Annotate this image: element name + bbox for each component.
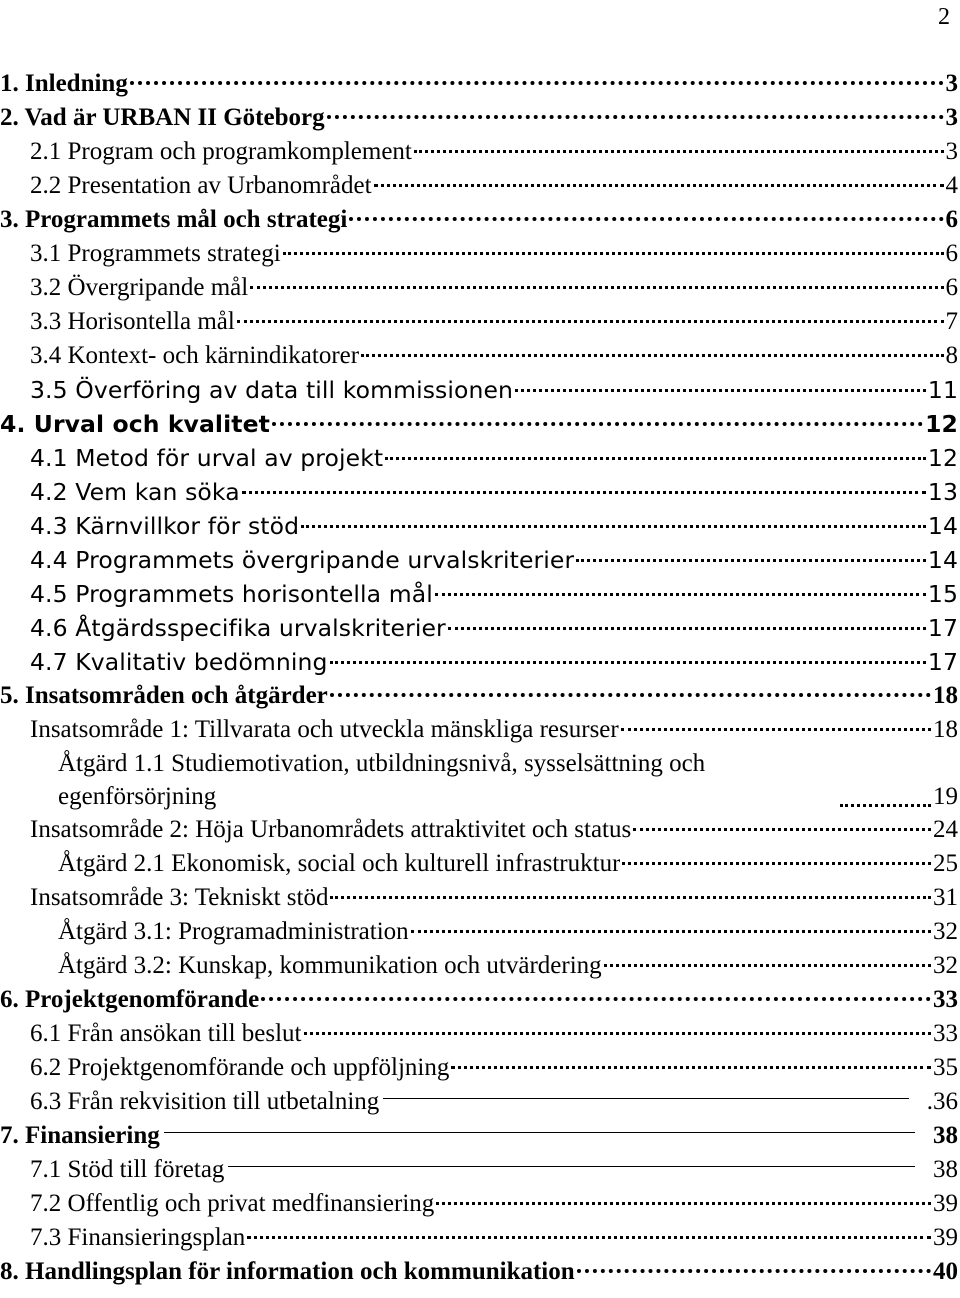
toc-entry[interactable] (0, 373, 960, 407)
toc-entry-title: Åtgärd 3.1: Programadministration (58, 918, 409, 945)
toc-entry-page: 19 (933, 783, 958, 810)
toc-entry[interactable] (0, 543, 960, 577)
toc-entry-title: 3. Programmets mål och strategi (0, 206, 348, 233)
dot-leader (330, 661, 926, 664)
toc-entry[interactable] (0, 135, 960, 169)
toc-entry-page: 12 (927, 444, 958, 472)
toc-entry-title: Insatsområde 1: Tillvarata och utveckla mänskliga resurser (30, 716, 619, 743)
toc-entry-page: 11 (927, 376, 958, 404)
toc-entry-title: 2. Vad är URBAN II Göteborg (0, 104, 325, 131)
toc-entry-page: 15 (927, 580, 958, 608)
toc-entry[interactable] (0, 949, 960, 983)
dot-leader (327, 115, 944, 119)
toc-entry-page: 8 (945, 342, 958, 369)
toc-entry[interactable] (0, 747, 960, 813)
dot-leader (330, 896, 931, 899)
dot-leader (330, 693, 931, 697)
dot-leader (604, 964, 931, 967)
toc-entry[interactable] (0, 983, 960, 1017)
dot-leader (164, 1132, 915, 1133)
toc-entry-page: 14 (927, 512, 958, 540)
dot-leader (304, 1032, 932, 1035)
toc-entry-title: 4.7 Kvalitativ bedömning (30, 648, 328, 676)
toc-entry-page: 18 (933, 716, 958, 743)
toc-entry[interactable] (0, 101, 960, 135)
toc-entry[interactable] (0, 1221, 960, 1255)
dot-leader (411, 930, 931, 933)
toc-entry-title: 2.1 Program och programkomplement (30, 138, 412, 165)
toc-entry[interactable] (0, 407, 960, 441)
dot-leader (633, 828, 931, 831)
toc-entry[interactable] (0, 645, 960, 679)
toc-entry-page: 3 (945, 138, 958, 165)
toc-entry-page: 3 (945, 104, 958, 131)
toc-entry-page: 39 (933, 1224, 958, 1251)
toc-entry[interactable] (0, 305, 960, 339)
toc-entry-title: 3.4 Kontext- och kärnindikatorer (30, 342, 360, 369)
toc-entry-page: 32 (933, 952, 958, 979)
toc-entry[interactable] (0, 1119, 960, 1153)
toc-entry[interactable] (0, 915, 960, 949)
toc-entry-page: 35 (933, 1054, 958, 1081)
dot-leader (436, 1202, 931, 1205)
toc-entry-title: 4.6 Åtgärdsspecifika urvalskriterier (30, 614, 446, 642)
toc-entry-title: 3.5 Överföring av data till kommissionen (30, 376, 514, 404)
dot-leader (237, 320, 944, 323)
dot-leader (283, 252, 944, 255)
toc-entry[interactable] (0, 1255, 960, 1289)
toc-entry-title: 3.2 Övergripande mål (30, 274, 249, 301)
toc-entry-page: 40 (933, 1258, 958, 1285)
toc-entry-title: 6. Projektgenomförande (0, 986, 260, 1013)
toc-entry-title: 7.2 Offentlig och privat medfinansiering (30, 1190, 435, 1217)
toc-entry-title: 4. Urval och kvalitet (0, 410, 270, 438)
toc-entry-title: 3.3 Horisontella mål (30, 308, 235, 335)
toc-entry-title: 5. Insatsområden och åtgärder (0, 682, 328, 709)
dot-leader (840, 804, 931, 807)
toc-entry[interactable] (0, 1017, 960, 1051)
toc-entry[interactable] (0, 1085, 960, 1119)
toc-entry[interactable] (0, 577, 960, 611)
dot-leader (383, 1098, 908, 1099)
page-number: 2 (938, 4, 950, 30)
toc-entry-page: 38 (933, 1122, 958, 1149)
toc-entry[interactable] (0, 847, 960, 881)
dot-leader (349, 217, 943, 221)
toc-entry-page: 6 (945, 206, 958, 233)
dot-leader (301, 525, 926, 528)
toc-entry-page: 6 (945, 240, 958, 267)
toc-entry-page: 38 (933, 1156, 958, 1183)
dot-leader (261, 997, 931, 1001)
toc-entry[interactable] (0, 441, 960, 475)
toc-entry-page: 4 (945, 172, 958, 199)
toc-entry[interactable] (0, 1051, 960, 1085)
toc-entry[interactable] (0, 237, 960, 271)
toc-entry[interactable] (0, 271, 960, 305)
dot-leader (361, 354, 943, 357)
toc-entry-title: Åtgärd 2.1 Ekonomisk, social och kulturell infrastruktur (58, 850, 621, 877)
toc-entry[interactable] (0, 679, 960, 713)
toc-entry-title: 4.1 Metod för urval av projekt (30, 444, 384, 472)
toc-entry-title: 1. Inledning (0, 70, 128, 97)
toc-entry-page: 3 (945, 70, 958, 97)
toc-entry[interactable] (0, 713, 960, 747)
toc-entry-title: Åtgärd 3.2: Kunskap, kommunikation och utvärdering (58, 952, 602, 979)
toc-entry-page: 7 (945, 308, 958, 335)
dot-leader (451, 1066, 931, 1069)
toc-entry[interactable] (0, 1187, 960, 1221)
toc-entry[interactable] (0, 1153, 960, 1187)
dot-leader (242, 491, 926, 494)
toc-entry-title: 4.2 Vem kan söka (30, 478, 240, 506)
toc-entry-page: 33 (933, 1020, 958, 1047)
toc-entry-title: 4.3 Kärnvillkor för stöd (30, 512, 300, 540)
toc-entry[interactable] (0, 509, 960, 543)
toc-entry[interactable] (0, 169, 960, 203)
toc-entry-title: 4.5 Programmets horisontella mål (30, 580, 433, 608)
toc-entry[interactable] (0, 203, 960, 237)
dot-leader (250, 286, 943, 289)
toc-entry-title: 7. Finansiering (0, 1122, 160, 1149)
toc-entry-title: 6.3 Från rekvisition till utbetalning (30, 1088, 380, 1115)
toc-entry[interactable] (0, 339, 960, 373)
dot-leader (414, 150, 944, 153)
toc-entry-title: 3.1 Programmets strategi (30, 240, 281, 267)
toc-entry-title: Åtgärd 1.1 Studiemotivation, utbildningsnivå, sysselsättning och egenförsörjning (58, 750, 706, 810)
toc-entry-page: 31 (933, 884, 958, 911)
toc-entry-page: 18 (933, 682, 958, 709)
toc-entry-page: 17 (927, 648, 958, 676)
toc-entry-title: 6.1 Från ansökan till beslut (30, 1020, 302, 1047)
toc-entry-page: 32 (933, 918, 958, 945)
dot-leader (515, 389, 926, 392)
dot-leader (577, 1269, 931, 1273)
toc-entry-page: 12 (925, 410, 958, 438)
dot-leader (448, 627, 926, 630)
dot-leader (130, 81, 944, 85)
toc-entry-title: Insatsområde 3: Tekniskt stöd (30, 884, 329, 911)
toc-entry-page: .36 (926, 1088, 958, 1115)
dot-leader (228, 1166, 915, 1167)
toc-entry-title: 7.3 Finansieringsplan (30, 1224, 246, 1251)
dot-leader (621, 728, 931, 731)
toc-entry-page: 13 (927, 478, 958, 506)
toc-entry-title: 8. Handlingsplan för information och kommunikation (0, 1258, 575, 1285)
dot-leader (576, 559, 926, 562)
toc-entry-page: 14 (927, 546, 958, 574)
toc-entry-page: 24 (933, 816, 958, 843)
dot-leader (247, 1236, 931, 1239)
toc-entry[interactable] (0, 611, 960, 645)
toc-entry[interactable] (0, 813, 960, 847)
toc-entry[interactable] (0, 881, 960, 915)
dot-leader (272, 422, 923, 426)
toc-entry-page: 39 (933, 1190, 958, 1217)
toc-entry-title: Insatsområde 2: Höja Urbanområdets attraktivitet och status (30, 816, 632, 843)
toc-entry-title: 4.4 Programmets övergripande urvalskriterier (30, 546, 575, 574)
dot-leader (435, 593, 926, 596)
toc-entry-page: 6 (945, 274, 958, 301)
dot-leader (622, 862, 931, 865)
toc-entry-title: 6.2 Projektgenomförande och uppföljning (30, 1054, 450, 1081)
toc-entry-page: 33 (933, 986, 958, 1013)
toc-entry[interactable] (0, 475, 960, 509)
dot-leader (385, 457, 926, 460)
dot-leader (374, 184, 944, 187)
toc-entry[interactable] (0, 67, 960, 101)
toc-entry-page: 17 (927, 614, 958, 642)
toc-entry-title: 7.1 Stöd till företag (30, 1156, 225, 1183)
toc-entry-page: 25 (933, 850, 958, 877)
toc-entry-title: 2.2 Presentation av Urbanområdet (30, 172, 372, 199)
table-of-contents (0, 67, 960, 1289)
